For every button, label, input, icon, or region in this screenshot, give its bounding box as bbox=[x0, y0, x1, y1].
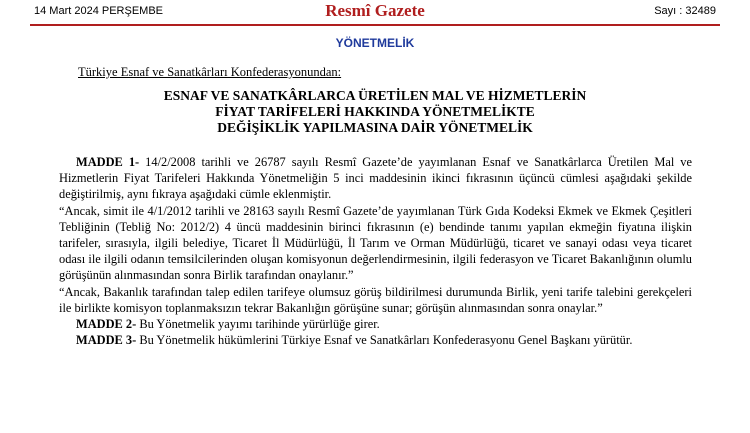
issue-number: Sayı : 32489 bbox=[654, 5, 716, 17]
title-line-2: FİYAT TARİFELERİ HAKKINDA YÖNETMELİKTE bbox=[215, 104, 535, 119]
article-2-label: MADDE 2- bbox=[76, 317, 137, 332]
regulation-body bbox=[59, 154, 692, 348]
article-2 bbox=[59, 316, 692, 332]
section-heading: YÖNETMELİK bbox=[335, 36, 415, 50]
title-line-1: ESNAF VE SANATKÂRLARCA ÜRETİLEN MAL VE HİZMETLERİN bbox=[163, 88, 587, 103]
article-1-label: MADDE 1- bbox=[76, 155, 140, 169]
header-divider bbox=[30, 24, 720, 26]
article-3-label: MADDE 3- bbox=[76, 333, 137, 348]
regulation-title bbox=[60, 88, 690, 136]
article-1-text: 14/2/2008 tarihli ve 26787 sayılı Resmî Gazete’de yayımlanan Esnaf ve Sanatkârlarca Üretilen Mal ve Hizmetlerin Fiyat Tarifeleri Hakkında Yönetmeliğin 5 inci maddesinin ikinci fıkrasının üçüncü cümlesi aşağıdaki şekilde değiştirilmiş, aynı fıkraya aşağıdaki cümle eklenmiştir. bbox=[59, 155, 692, 202]
title-line-3: DEĞİŞİKLİK YAPILMASINA DAİR YÖNETMELİK bbox=[217, 120, 533, 135]
gazette-header bbox=[0, 0, 750, 24]
article-1 bbox=[59, 154, 692, 203]
article-2-text: Bu Yönetmelik yayımı tarihinde yürürlüğe girer. bbox=[136, 317, 380, 332]
quoted-sentence-1: “Ancak, simit ile 4/1/2012 tarihli ve 28163 sayılı Resmî Gazete’de yayımlanan Türk Gıda Kodeksi Ekmek ve Ekmek Çeşitleri Tebliğinin (Tebliğ No: 2012/2) 4 üncü maddesinin birinci fıkrasının (e) bendinde tanımı yapılan ekmeğin fiyatına ilişkin tarifeler, sırasıyla, ilgili belediye, Ticaret İl Müdürlüğü, İl Tarım ve Orman Müdürlüğü, ticaret ve sanayi odası veya ticaret odası ile ilgili odanın temsilcilerinden oluşan komisyonun değerlendirmesinin, ilgili federasyon ve Ticaret Bakanlığının olumlu görüşünün alınmasından sonra Birlik tarafından onaylanır.” bbox=[59, 203, 692, 283]
issuing-authority: Türkiye Esnaf ve Sanatkârları Konfederasyonundan: bbox=[78, 65, 342, 79]
gazette-title: Resmî Gazete bbox=[325, 1, 425, 20]
quoted-sentence-2: “Ancak, Bakanlık tarafından talep edilen tarifeye olumsuz görüş bildirilmesi durumunda Birlik, yeni tarife talebini gerekçeleri ile birlikte komisyon toplanmaksızın tekrar Bakanlığın görüşüne sunar; görüşün alınmasından sonra onaylar.” bbox=[59, 284, 692, 315]
issue-date: 14 Mart 2024 PERŞEMBE bbox=[34, 5, 164, 17]
article-3-text: Bu Yönetmelik hükümlerini Türkiye Esnaf ve Sanatkârları Konfederasyonu Genel Başkanı yürütür. bbox=[136, 333, 633, 348]
article-3 bbox=[59, 332, 692, 348]
